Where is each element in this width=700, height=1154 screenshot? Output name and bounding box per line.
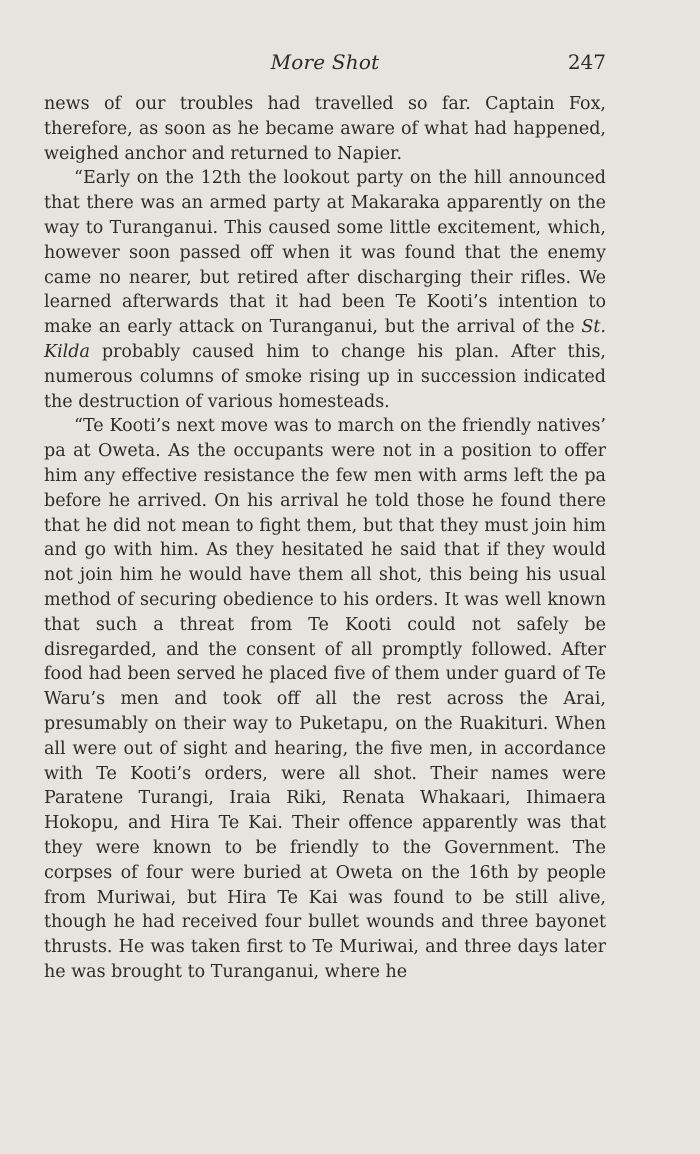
running-head-title: More Shot (270, 50, 380, 74)
page-number: 247 (567, 50, 606, 74)
paragraph-2-text-before: “Early on the 12th the lookout party on the hill announced that there was an armed party at Makaraka apparently on the way to Turanganui. This caused some little excitement, which, however soon passed off when it was found that the enemy came no nearer, but retired after discharging their rifles. We learned afterwards that it had been Te Kooti’s intention to make an early attack on Turanganui, but the arrival of the (44, 168, 606, 338)
paragraph-3: “Te Kooti’s next move was to march on the friendly natives’ pa at Oweta. As the occupants were not in a position to offer him any effective resistance the few men with arms left the pa before he arrived. On his arrival he told those he found there that he did not mean to fight them, but that they must join him and go with him. As they hesitated he said that if they would not join him he would have them all shot, this being his usual method of securing obedience to his orders. It was well known that such a threat from Te Kooti could not safely be disregarded, and the consent of all promptly followed. After food had been served he placed five of them under guard of Te Waru’s men and took off all the rest across the Arai, presumably on their way to Puketapu, on the Ruakituri. When all were out of sight and hearing, the five men, in accordance with Te Kooti’s orders, were all shot. Their names were Paratene Turangi, Iraia Riki, Renata Whakaari, Ihimaera Hokopu, and Hira Te Kai. Their offence apparently was that they were known to be friendly to the Government. The corpses of four were buried at Oweta on the 16th by people from Muriwai, but Hira Te Kai was found to be still alive, though he had received four bullet wounds and three bayonet thrusts. He was taken first to Te Muriwai, and three days later he was brought to Turanganui, where he (44, 416, 606, 982)
paragraph-1: news of our troubles had travelled so far. Captain Fox, therefore, as soon as he became aware of what had happened, weighed anchor and returned to Napier. (44, 94, 606, 164)
paragraph-2 (44, 166, 606, 414)
paragraph-2-text-after: probably caused him to change his plan. After this, numerous columns of smoke rising up in succession indicated the destruction of various homesteads. (44, 341, 606, 412)
page-header (44, 50, 606, 80)
body-text (44, 92, 606, 985)
ship-name: St. Kilda (44, 317, 606, 362)
